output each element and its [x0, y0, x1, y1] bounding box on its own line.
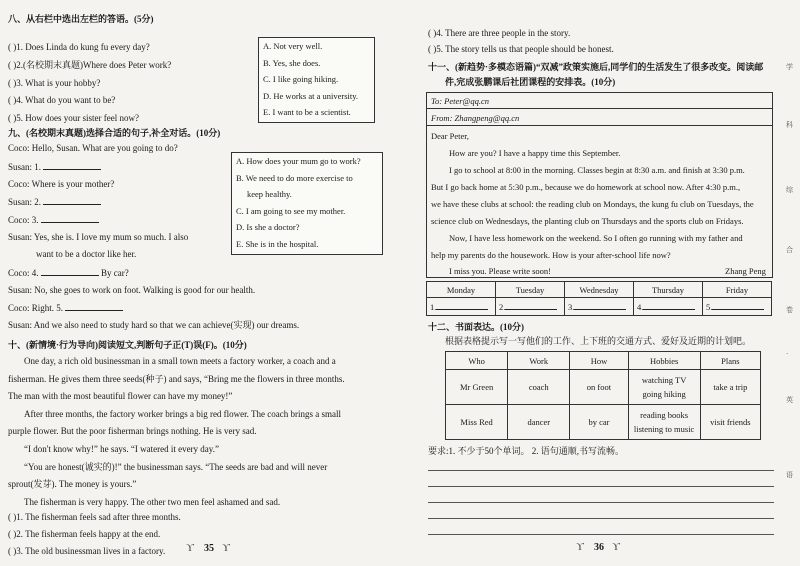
cell-who-2: Miss Red [446, 405, 508, 440]
s9-option-c: C. I am going to see my mother. [236, 205, 346, 216]
email-line-1: Dear Peter, [431, 131, 469, 141]
email-from: From: Zhangpeng@qq.cn [427, 110, 772, 126]
s9-option-e: E. She is in the hospital. [236, 238, 319, 249]
page-number-left: 35 [204, 543, 214, 554]
leaf-ornament-icon: ϒ [222, 542, 230, 554]
section-10-title: 十、(新情境·行为导向)阅读短文,判断句子正(T)误(F)。(10分) [8, 340, 247, 350]
email-to: To: Peter@qq.cn [427, 93, 772, 109]
s9-line-8: Coco: 4. By car? [8, 268, 129, 278]
blank-2 [43, 196, 101, 205]
s10-passage-6: “I don't know why!” he says. “I watered it every day.” [24, 444, 219, 454]
email-line-5: we have these clubs at school: the reading club on Mondays, the kung fu club on Tuesdays, the [431, 199, 754, 209]
email-line-2: How are you? I have a happy time this September. [449, 148, 621, 158]
cell-plans-2: visit friends [700, 405, 760, 440]
header-how: How [570, 352, 628, 370]
email-line-3: I go to school at 8:00 in the morning. Classes begin at 8:30 a.m. and finish at 3:30 p.m. [449, 165, 745, 175]
s10-statement-4: ( )4. There are three people in the story. [428, 28, 571, 38]
header-hobbies: Hobbies [628, 352, 700, 370]
schedule-blank-5: 5. [703, 298, 772, 316]
writing-line[interactable] [428, 502, 774, 503]
schedule-blank-3: 3. [565, 298, 634, 316]
header-who: Who [446, 352, 508, 370]
s12-requirement: 要求:1. 不少于50个单词。 2. 语句通顺,书写流畅。 [428, 446, 625, 456]
club-schedule-table [426, 281, 772, 316]
s12-instruction: 根据表格提示写一写他们的工作、上下班的交通方式、爱好及近期的计划吧。 [445, 336, 752, 346]
writing-prompt-table [445, 351, 761, 440]
s9-line-9: Susan: No, she goes to work on foot. Walking is good for our health. [8, 285, 256, 295]
day-wednesday: Wednesday [565, 282, 634, 298]
writing-line[interactable] [428, 518, 774, 519]
s8-options-box [258, 37, 375, 123]
day-friday: Friday [703, 282, 772, 298]
section-11-title-cont: 件,完成张鹏课后社团课程的安排表。(10分) [445, 77, 616, 87]
cell-work-1: coach [508, 370, 570, 405]
email-box [426, 92, 773, 278]
email-signature: Zhang Peng [725, 266, 766, 276]
cell-work-2: dancer [508, 405, 570, 440]
email-line-8: help my parents do the housework. How is your after-school life now? [431, 250, 671, 260]
s8-question-4: ( )4. What do you want to be? [8, 95, 116, 105]
schedule-blank-2: 2. [496, 298, 565, 316]
s10-passage-3: The man with the most beautiful flower can have my money!” [8, 391, 233, 401]
s9-option-b: B. We need to do more exercise to [236, 172, 353, 183]
s8-option-b: B. Yes, she does. [263, 57, 321, 68]
s9-line-3: Coco: Where is your mother? [8, 179, 115, 189]
s10-passage-4: After three months, the factory worker brings a big red flower. The coach brings a small [24, 409, 341, 419]
section-9-title: 九、(名校期末真题)选择合适的句子,补全对话。(10分) [8, 128, 221, 138]
s8-question-1: ( )1. Does Linda do kung fu every day? [8, 42, 150, 52]
s10-passage-8: sprout(发芽). The money is yours.” [8, 479, 137, 489]
blank-4 [41, 267, 99, 276]
writing-line[interactable] [428, 534, 774, 535]
writing-line[interactable] [428, 486, 774, 487]
s9-line-4: Susan: 2. [8, 196, 101, 208]
s9-line-10: Coco: Right. 5. [8, 302, 123, 314]
s10-statement-1: ( )1. The fisherman feels sad after three months. [8, 512, 181, 522]
email-line-7: Now, I have less homework on the weekend. So I often go running with my father and [449, 233, 743, 243]
cell-how-1: on foot [570, 370, 628, 405]
s9-line-2: Susan: 1. [8, 161, 101, 173]
cell-plans-1: take a trip [700, 370, 760, 405]
s9-line-1: Coco: Hello, Susan. What are you going to do? [8, 143, 178, 153]
cell-hobbies-1: watching TV going hiking [628, 370, 700, 405]
s10-passage-2: fisherman. He gives them three seeds(种子) and says, “Bring me the flowers in three months. [8, 374, 345, 384]
s9-line-6: Susan: Yes, she is. I love my mum so much. I also [8, 232, 189, 242]
section-11-title: 十一、(新趋势·多模态语篇)“双减”政策实施后,同学们的生活发生了很多改变。阅读邮 [428, 62, 764, 72]
page-number-right: 36 [594, 542, 604, 553]
s8-option-c: C. I like going hiking. [263, 74, 339, 84]
header-work: Work [508, 352, 570, 370]
s9-option-d: D. Is she a doctor? [236, 222, 300, 232]
s9-line-5: Coco: 3. [8, 214, 99, 226]
blank-3 [41, 214, 99, 223]
cell-how-2: by car [570, 405, 628, 440]
leaf-ornament-icon: ϒ [612, 541, 620, 553]
s9-line-7: want to be a doctor like her. [36, 249, 137, 259]
day-thursday: Thursday [634, 282, 703, 298]
s9-options-box [231, 152, 383, 255]
section-12-title: 十二、书面表达。(10分) [428, 322, 524, 332]
leaf-ornament-icon: ϒ [186, 542, 194, 554]
s8-question-2: ( )2.(名校期末真题)Where does Peter work? [8, 60, 172, 70]
email-line-9: I miss you. Please write soon! [449, 266, 551, 276]
day-monday: Monday [427, 282, 496, 298]
blank-1 [43, 161, 101, 170]
s10-statement-5: ( )5. The story tells us that people should be honest. [428, 44, 614, 54]
s9-line-11: Susan: And we also need to study hard so that we can achieve(实现) our dreams. [8, 320, 300, 330]
s8-option-e: E. I want to be a scientist. [263, 107, 351, 117]
s10-statement-3: ( )3. The old businessman lives in a factory. [8, 546, 166, 556]
day-tuesday: Tuesday [496, 282, 565, 298]
schedule-blank-4: 4. [634, 298, 703, 316]
schedule-blank-1: 1. [427, 298, 496, 316]
s10-passage-5: purple flower. But the poor fisherman brings nothing. He is very sad. [8, 426, 257, 436]
email-line-6: science club on Wednesdays, the planting club on Thursdays and the sports club on Fridays. [431, 216, 744, 226]
cell-who-1: Mr Green [446, 370, 508, 405]
s10-passage-9: The fisherman is very happy. The other two men feel ashamed and sad. [24, 497, 281, 507]
s8-option-a: A. Not very well. [263, 41, 323, 51]
s9-option-b-cont: keep healthy. [247, 189, 292, 199]
s8-question-5: ( )5. How does your sister feel now? [8, 113, 139, 123]
s8-option-d: D. He works at a university. [263, 90, 359, 101]
blank-5 [65, 302, 123, 311]
header-plans: Plans [700, 352, 760, 370]
s10-passage-7: “You are honest(诚实的)!” the businessman says. “The seeds are bad and will never [24, 462, 328, 472]
s10-statement-2: ( )2. The fisherman feels happy at the end. [8, 529, 161, 539]
email-line-4: But I go back home at 5:30 p.m., because we do homework at school now. After 4:30 p.m., [431, 182, 741, 192]
s10-passage-1: One day, a rich old businessman in a small town meets a factory worker, a coach and a [24, 356, 336, 366]
leaf-ornament-icon: ϒ [576, 541, 584, 553]
s8-question-3: ( )3. What is your hobby? [8, 78, 101, 88]
s9-option-a: A. How does your mum go to work? [236, 156, 361, 166]
cell-hobbies-2: reading books listening to music [628, 405, 700, 440]
writing-line[interactable] [428, 470, 774, 471]
section-8-title: 八、从右栏中选出左栏的答语。(5分) [8, 14, 154, 24]
